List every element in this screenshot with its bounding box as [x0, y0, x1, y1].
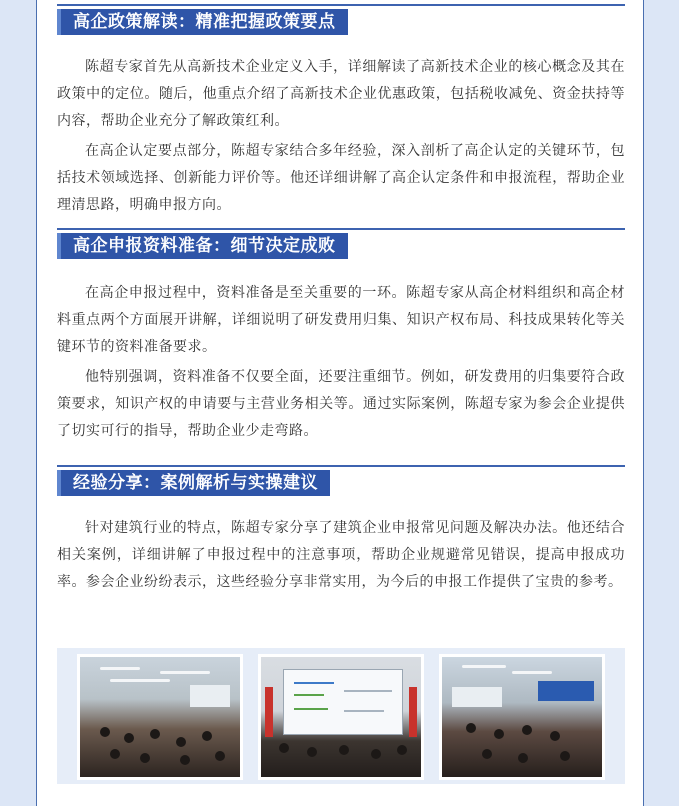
- section-divider: [57, 228, 625, 230]
- section-divider: [57, 465, 625, 467]
- paragraph: 针对建筑行业的特点，陈超专家分享了建筑企业申报常见问题及解决办法。他还结合相关案例，详细讲解了申报过程中的注意事项，帮助企业规避常见错误，提高申报成功率。参会企业纷纷表示，这些经验分享非常实用，为今后的申报工作提供了宝贵的参考。: [57, 520, 625, 590]
- paragraph: 在高企认定要点部分，陈超专家结合多年经验，深入剖析了高企认定的关键环节，包括技术领域选择、创新能力评价等。他还详细讲解了高企认定条件和申报流程，帮助企业理清思路，明确申报方向。: [57, 143, 625, 213]
- paragraph: 在高企申报过程中，资料准备是至关重要的一环。陈超专家从高企材料组织和高企材料重点两个方面展开讲解，详细说明了研发费用归集、知识产权布局、科技成果转化等关键环节的资料准备要求。: [57, 285, 625, 355]
- paragraph: 他特别强调，资料准备不仅要全面，还要注重细节。例如，研发费用的归集要符合政策要求，知识产权的申请要与主营业务相关等。通过实际案例，陈超专家为参会企业提供了切实可行的指导，帮助企业少走弯路。: [57, 369, 625, 439]
- meeting-photo-2[interactable]: [258, 654, 424, 780]
- section-title: 高企政策解读：精准把握政策要点: [57, 9, 348, 35]
- presentation-screen-image: [261, 657, 421, 777]
- meeting-photo-1[interactable]: [77, 654, 243, 780]
- section-divider: [57, 4, 625, 6]
- article-page: [36, 0, 644, 806]
- photo-strip: [57, 648, 625, 784]
- section-title: 高企申报资料准备：细节决定成败: [57, 233, 348, 259]
- section-title: 经验分享：案例解析与实操建议: [57, 470, 330, 496]
- conference-hall-image: [80, 657, 240, 777]
- audience-image: [442, 657, 602, 777]
- paragraph: 陈超专家首先从高新技术企业定义入手，详细解读了高新技术企业的核心概念及其在政策中的定位。随后，他重点介绍了高新技术企业优惠政策，包括税收减免、资金扶持等内容，帮助企业充分了解政策红利。: [57, 59, 625, 129]
- meeting-photo-3[interactable]: [439, 654, 605, 780]
